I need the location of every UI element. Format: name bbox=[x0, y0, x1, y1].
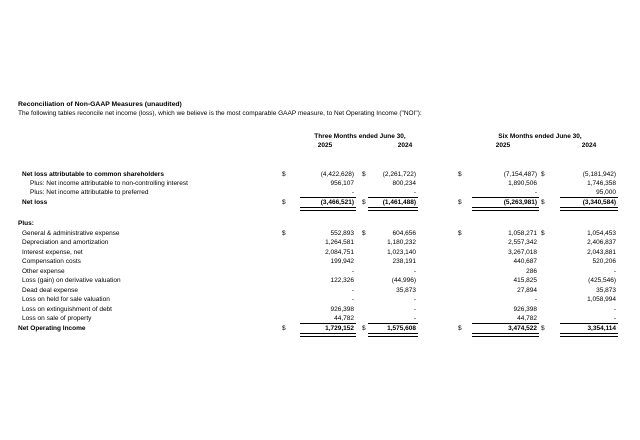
double-rule bbox=[300, 207, 356, 211]
dollar-sign: $ bbox=[541, 171, 545, 178]
cell-value: - bbox=[351, 267, 354, 275]
cell-value: 926,398 bbox=[513, 305, 537, 313]
cell-value: 3,354,114 bbox=[587, 325, 616, 332]
cell-value: 3,267,018 bbox=[508, 248, 537, 256]
cell-value: - bbox=[413, 305, 416, 313]
year-header: 2025 bbox=[495, 142, 511, 149]
dollar-sign: $ bbox=[458, 325, 462, 332]
cell-value: - bbox=[351, 286, 354, 294]
row-label: Net Operating Income bbox=[18, 325, 86, 332]
cell-value: - bbox=[534, 296, 537, 303]
cell-value: 604,656 bbox=[392, 230, 416, 237]
cell-value: 35,873 bbox=[596, 286, 616, 294]
double-rule bbox=[472, 207, 539, 211]
double-rule bbox=[300, 333, 356, 337]
cell-value: - bbox=[413, 315, 416, 322]
cell-value: - bbox=[351, 296, 354, 303]
cell-value: 44,782 bbox=[517, 315, 537, 322]
row-label: Other expense bbox=[22, 267, 65, 275]
cell-value: - bbox=[413, 267, 416, 275]
rule bbox=[472, 323, 539, 324]
row-label: Loss on held for sale valuation bbox=[22, 296, 110, 303]
cell-value: (1,461,488) bbox=[382, 199, 416, 206]
cell-value: 1,058,271 bbox=[508, 230, 537, 237]
row-label: Depreciation and amortization bbox=[22, 239, 109, 246]
cell-value: - bbox=[534, 189, 537, 196]
cell-value: 800,234 bbox=[392, 180, 416, 187]
dollar-sign: $ bbox=[541, 199, 545, 206]
cell-value: - bbox=[351, 189, 354, 196]
dollar-sign: $ bbox=[541, 230, 545, 237]
report-title: Reconciliation of Non-GAAP Measures (unaudited) bbox=[18, 101, 182, 108]
dollar-sign: $ bbox=[282, 230, 286, 237]
cell-value: (7,154,487) bbox=[503, 171, 537, 178]
row-label: Net loss bbox=[22, 199, 48, 206]
row-label: Plus: Net income attributable to preferred bbox=[30, 189, 149, 196]
cell-value: - bbox=[413, 296, 416, 303]
cell-value: 552,893 bbox=[330, 230, 354, 237]
dollar-sign: $ bbox=[362, 199, 366, 206]
dollar-sign: $ bbox=[458, 171, 462, 178]
cell-value: 1,180,232 bbox=[387, 239, 416, 246]
cell-value: 415,825 bbox=[513, 277, 537, 284]
cell-value: (5,181,942) bbox=[582, 171, 616, 178]
dollar-sign: $ bbox=[362, 325, 366, 332]
cell-value: 926,398 bbox=[330, 305, 354, 313]
cell-value: 1,729,152 bbox=[325, 325, 354, 332]
dollar-sign: $ bbox=[362, 230, 366, 237]
cell-value: (425,546) bbox=[588, 277, 616, 284]
year-header: 2024 bbox=[397, 142, 413, 149]
cell-value: 520,206 bbox=[592, 258, 616, 265]
cell-value: 286 bbox=[526, 267, 537, 275]
rule bbox=[300, 197, 356, 198]
cell-value: 2,084,751 bbox=[325, 248, 354, 256]
rule bbox=[560, 323, 618, 324]
cell-value: (4,422,628) bbox=[320, 171, 354, 178]
row-label: Plus: Net income attributable to non-controlling interest bbox=[30, 180, 188, 187]
intro-text: The following tables reconcile net income (loss), which we believe is the most comparable GAAP measure, to Net Operating Income ("NOI"): bbox=[18, 110, 422, 117]
cell-value: (5,263,981) bbox=[503, 199, 537, 206]
cell-value: - bbox=[413, 189, 416, 196]
cell-value: 1,054,453 bbox=[587, 230, 616, 237]
year-header: 2025 bbox=[317, 142, 333, 149]
double-rule bbox=[560, 333, 618, 337]
cell-value: 27,894 bbox=[517, 286, 537, 294]
cell-value: (3,340,584) bbox=[582, 199, 616, 206]
cell-value: 1,058,994 bbox=[587, 296, 616, 303]
cell-value: 122,326 bbox=[330, 277, 354, 284]
year-header: 2024 bbox=[581, 142, 597, 149]
cell-value: 2,406,837 bbox=[587, 239, 616, 246]
cell-value: 35,873 bbox=[396, 286, 416, 294]
period-header-six-months: Six Months ended June 30, bbox=[498, 133, 582, 140]
cell-value: - bbox=[613, 305, 616, 313]
cell-value: 956,107 bbox=[330, 180, 354, 187]
dollar-sign: $ bbox=[458, 230, 462, 237]
cell-value: - bbox=[613, 267, 616, 275]
cell-value: 1,575,608 bbox=[387, 325, 416, 332]
cell-value: 44,782 bbox=[334, 315, 354, 322]
dollar-sign: $ bbox=[458, 199, 462, 206]
double-rule bbox=[472, 333, 539, 337]
dollar-sign: $ bbox=[282, 171, 286, 178]
cell-value: 1,023,140 bbox=[387, 248, 416, 256]
cell-value: 2,557,342 bbox=[508, 239, 537, 246]
section-label: Plus: bbox=[18, 220, 34, 227]
cell-value: 95,000 bbox=[596, 189, 616, 196]
row-label: Loss (gain) on derivative valuation bbox=[22, 277, 121, 284]
double-rule bbox=[560, 207, 618, 211]
row-label: Dead deal expense bbox=[22, 286, 79, 294]
double-rule bbox=[368, 207, 418, 211]
row-label: General & administrative expense bbox=[22, 230, 120, 237]
rule bbox=[368, 323, 418, 324]
rule bbox=[560, 197, 618, 198]
row-label: Compensation costs bbox=[22, 258, 81, 265]
rule bbox=[472, 197, 539, 198]
row-label: Interest expense, net bbox=[22, 248, 83, 256]
cell-value: (44,996) bbox=[391, 277, 416, 284]
cell-value: 1,890,506 bbox=[508, 180, 537, 187]
rule bbox=[300, 323, 356, 324]
row-label: Loss on sale of property bbox=[22, 315, 92, 322]
period-header-three-months: Three Months ended June 30, bbox=[314, 133, 406, 140]
dollar-sign: $ bbox=[541, 325, 545, 332]
double-rule bbox=[368, 333, 418, 337]
rule bbox=[368, 197, 418, 198]
row-label: Net loss attributable to common shareholders bbox=[22, 171, 164, 178]
cell-value: 2,043,881 bbox=[587, 248, 616, 256]
cell-value: (2,261,722) bbox=[382, 171, 416, 178]
dollar-sign: $ bbox=[362, 171, 366, 178]
cell-value: 199,942 bbox=[330, 258, 354, 265]
cell-value: - bbox=[613, 315, 616, 322]
row-label: Loss on extinguishment of debt bbox=[22, 305, 112, 313]
dollar-sign: $ bbox=[282, 325, 286, 332]
cell-value: 1,264,581 bbox=[325, 239, 354, 246]
cell-value: 3,474,522 bbox=[508, 325, 537, 332]
cell-value: 238,191 bbox=[392, 258, 416, 265]
cell-value: (3,466,521) bbox=[320, 199, 354, 206]
cell-value: 440,687 bbox=[513, 258, 537, 265]
dollar-sign: $ bbox=[282, 199, 286, 206]
cell-value: 1,746,358 bbox=[587, 180, 616, 187]
